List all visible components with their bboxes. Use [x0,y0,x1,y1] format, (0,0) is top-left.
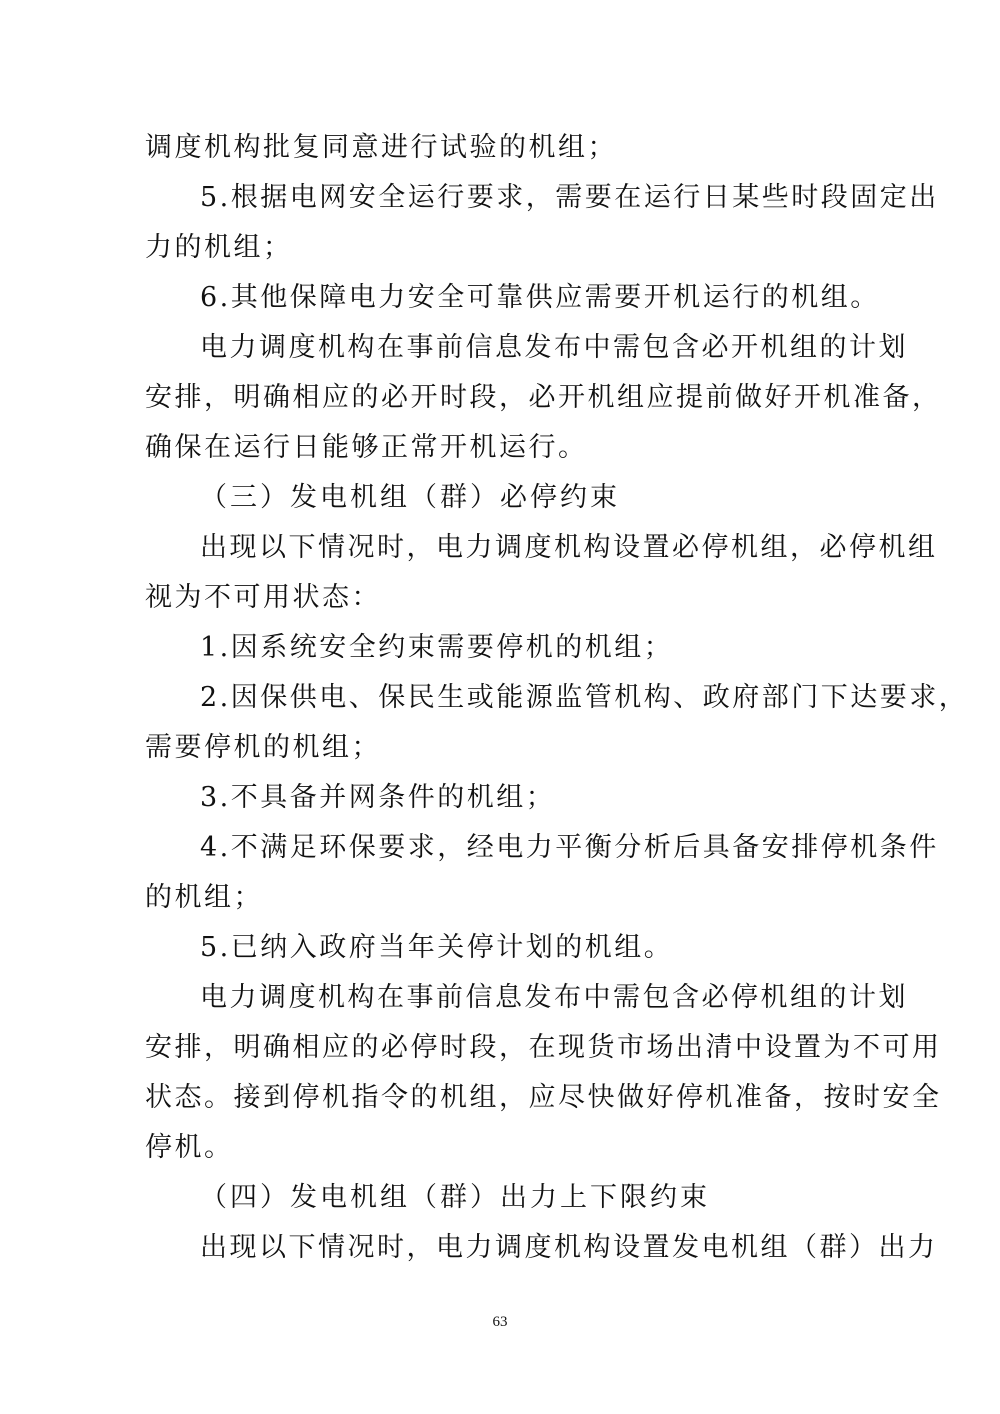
list-item-4-continuation: 的机组； [145,882,263,913]
list-item-1: 1.因系统安全约束需要停机的机组； [200,632,674,663]
paragraph-2-line-4: 停机。 [145,1132,234,1163]
section-intro-line-1: 出现以下情况时，电力调度机构设置必停机组，必停机组 [200,532,938,563]
section-4-intro-line: 出现以下情况时，电力调度机构设置发电机组（群）出力 [200,1232,938,1263]
text-line-1: 调度机构批复同意进行试验的机组； [145,132,617,163]
list-item-2-continuation: 需要停机的机组； [145,732,381,763]
paragraph-2-line-1: 电力调度机构在事前信息发布中需包含必停机组的计划 [200,982,908,1013]
list-item-5: 5.根据电网安全运行要求，需要在运行日某些时段固定出 [200,182,939,213]
paragraph-line-1: 电力调度机构在事前信息发布中需包含必开机组的计划 [200,332,908,363]
list-item-5-shutdown: 5.已纳入政府当年关停计划的机组。 [200,932,674,963]
paragraph-line-2: 安排，明确相应的必开时段，必开机组应提前做好开机准备， [145,382,942,413]
section-heading-3: （三）发电机组（群）必停约束 [200,482,620,513]
list-item-3: 3.不具备并网条件的机组； [200,782,556,813]
section-heading-4: （四）发电机组（群）出力上下限约束 [200,1182,710,1213]
list-item-2: 2.因保供电、保民生或能源监管机构、政府部门下达要求， [200,682,969,713]
text-line-3: 力的机组； [145,232,293,263]
list-item-4: 4.不满足环保要求，经电力平衡分析后具备安排停机条件 [200,832,939,863]
paragraph-line-3: 确保在运行日能够正常开机运行。 [145,432,588,463]
section-intro-line-2: 视为不可用状态： [145,582,381,613]
page-number: 63 [492,1314,508,1330]
list-item-6: 6.其他保障电力安全可靠供应需要开机运行的机组。 [200,282,880,313]
paragraph-2-line-2: 安排，明确相应的必停时段，在现货市场出清中设置为不可用 [145,1032,942,1063]
paragraph-2-line-3: 状态。接到停机指令的机组，应尽快做好停机准备，按时安全 [145,1082,942,1113]
